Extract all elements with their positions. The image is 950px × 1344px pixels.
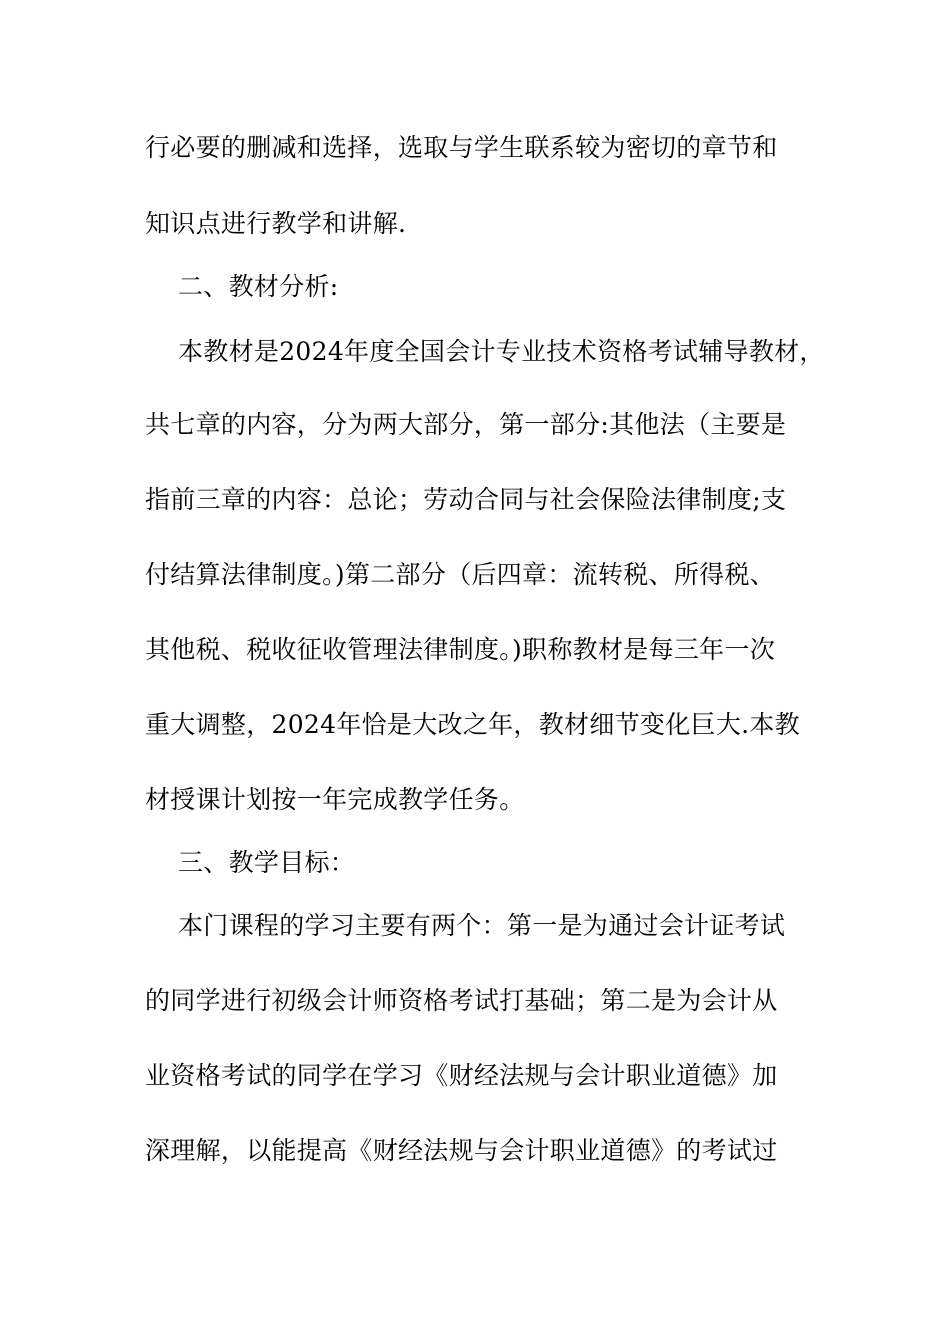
paragraph-line: 深理解，以能提高《财经法规与会计职业道德》的考试过 (145, 1136, 778, 1165)
paragraph-line: 本教材是2024年度全国会计专业技术资格考试辅导教材， (178, 337, 825, 366)
paragraph-line: 付结算法律制度。)第二部分（后四章：流转税、所得税、 (145, 560, 776, 589)
paragraph-line: 重大调整，2024年恰是大改之年，教材细节变化巨大.本教 (145, 710, 800, 739)
paragraph-line: 的同学进行初级会计师资格考试打基础；第二是为会计从 (145, 986, 778, 1015)
section-heading: 三、教学目标： (178, 848, 356, 877)
paragraph-line: 业资格考试的同学在学习《财经法规与会计职业道德》加 (145, 1061, 778, 1090)
paragraph-line: 知识点进行教学和讲解. (145, 209, 407, 238)
paragraph-line: 指前三章的内容：总论；劳动合同与社会保险法律制度;支 (145, 485, 787, 514)
paragraph-line: 材授课计划按一年完成教学任务。 (145, 785, 525, 814)
paragraph-line: 共七章的内容，分为两大部分，第一部分:其他法（主要是 (145, 410, 787, 439)
paragraph-line: 其他税、税收征收管理法律制度。)职称教材是每三年一次 (145, 635, 776, 664)
section-heading: 二、教材分析: (178, 272, 339, 301)
paragraph-line: 本门课程的学习主要有两个：第一是为通过会计证考试 (178, 911, 786, 940)
paragraph-line: 行必要的删减和选择，选取与学生联系较为密切的章节和 (145, 133, 778, 162)
